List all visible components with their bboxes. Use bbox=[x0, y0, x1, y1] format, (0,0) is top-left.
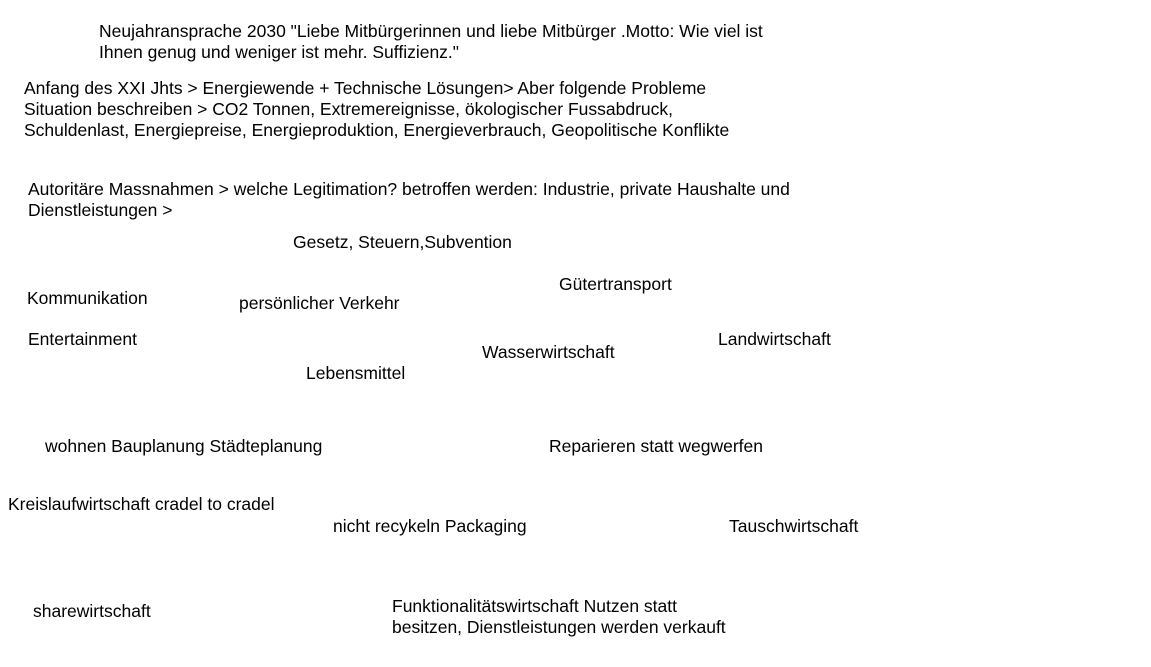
keyword-wohnen: wohnen Bauplanung Städteplanung bbox=[45, 436, 323, 456]
title-line-1: Neujahransprache 2030 "Liebe Mitbürgerinnen und liebe Mitbürger .Motto: Wie viel ist bbox=[99, 21, 763, 41]
keyword-entertainment: Entertainment bbox=[28, 329, 137, 349]
keyword-persoenlicher-verkehr: persönlicher Verkehr bbox=[239, 293, 400, 313]
keyword-kreislaufwirtschaft: Kreislaufwirtschaft cradel to cradel bbox=[8, 494, 275, 514]
authority-line-2: Dienstleistungen > bbox=[28, 200, 173, 220]
keyword-kommunikation: Kommunikation bbox=[27, 288, 148, 308]
title-text bbox=[99, 21, 763, 63]
funktional-line-1: Funktionalitätswirtschaft Nutzen statt bbox=[392, 596, 677, 616]
instruments-text: Gesetz, Steuern,Subvention bbox=[293, 232, 512, 252]
keyword-reparieren: Reparieren statt wegwerfen bbox=[549, 436, 763, 456]
keyword-sharewirtschaft: sharewirtschaft bbox=[33, 601, 151, 621]
intro-line-2: Situation beschreiben > CO2 Tonnen, Extremereignisse, ökologischer Fussabdruck, bbox=[24, 99, 673, 119]
intro-line-3: Schuldenlast, Energiepreise, Energieproduktion, Energieverbrauch, Geopolitische Konflikte bbox=[24, 120, 730, 140]
keyword-recykeln: nicht recykeln Packaging bbox=[333, 516, 527, 536]
keyword-wasserwirtschaft: Wasserwirtschaft bbox=[482, 342, 615, 362]
title-line-2: Ihnen genug und weniger ist mehr. Suffizienz." bbox=[99, 42, 460, 62]
intro-line-1: Anfang des XXI Jhts > Energiewende + Technische Lösungen> Aber folgende Probleme bbox=[24, 78, 707, 98]
authority-paragraph bbox=[28, 179, 790, 221]
keyword-guetertransport: Gütertransport bbox=[559, 274, 672, 294]
keyword-funktionalitaetswirtschaft bbox=[392, 596, 726, 638]
funktional-line-2: besitzen, Dienstleistungen werden verkauft bbox=[392, 617, 726, 637]
keyword-landwirtschaft: Landwirtschaft bbox=[718, 329, 831, 349]
keyword-tauschwirtschaft: Tauschwirtschaft bbox=[729, 516, 859, 536]
authority-line-1: Autoritäre Massnahmen > welche Legitimation? betroffen werden: Industrie, private Haushalte und bbox=[28, 179, 790, 199]
intro-paragraph bbox=[24, 78, 729, 141]
keyword-lebensmittel: Lebensmittel bbox=[306, 363, 406, 383]
